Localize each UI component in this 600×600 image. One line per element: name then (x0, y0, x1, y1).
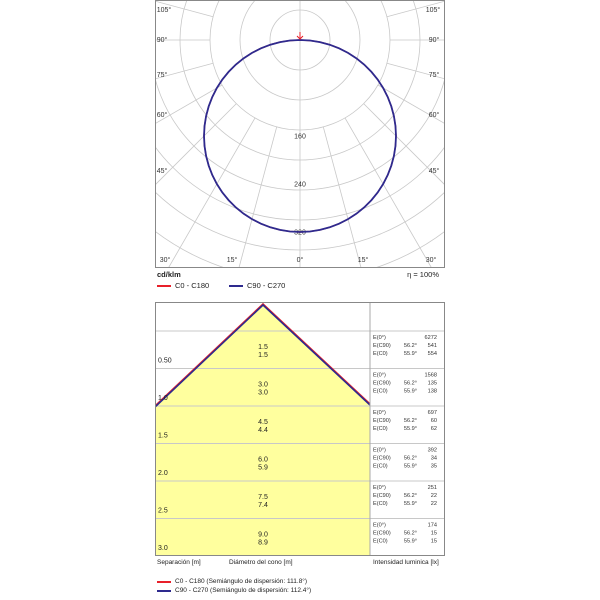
unit-label: cd/klm (157, 270, 181, 279)
row-distance: 2.5 (158, 507, 168, 515)
angle-tick-label: 0° (296, 257, 304, 264)
legend-label-c0: C0 - C180 (175, 281, 210, 290)
diameter-axis-label: Diámetro del cono [m] (229, 559, 293, 566)
cone-legend-item-c0 (157, 578, 307, 585)
e-angle: 56.2° (403, 343, 417, 349)
e-angle: 56.2° (403, 530, 417, 537)
legend-item-c90 (229, 281, 285, 290)
e-value: 22 (430, 501, 437, 507)
row-diameter-c90: 5.9 (258, 464, 268, 472)
row-diameter-c0: 9.0 (258, 531, 268, 539)
e-value: 174 (427, 522, 437, 529)
e-label: E(C90) (373, 418, 391, 424)
angle-tick-label: 90° (428, 37, 440, 44)
e-angle: 55.9° (403, 538, 417, 545)
e-value: 60 (430, 418, 437, 424)
e-value: 138 (427, 388, 437, 395)
e-label: E(0°) (373, 410, 386, 416)
e-value: 1568 (424, 372, 437, 379)
cone-axis-labels (155, 557, 445, 571)
row-diameter-c0: 6.0 (258, 456, 268, 464)
angle-tick-label: 30° (425, 257, 437, 264)
e-value: 251 (427, 485, 437, 491)
row-diameter-c0: 4.5 (258, 418, 268, 426)
row-distance: 1.0 (158, 395, 168, 402)
angle-tick-label: 105° (425, 7, 441, 14)
angle-tick-label: 45° (428, 168, 440, 175)
row-diameter-c0: 1.5 (258, 343, 268, 351)
row-distance: 2.0 (158, 470, 168, 477)
legend-swatch-c90 (229, 285, 243, 287)
legend-label-c90: C90 - C270 (247, 281, 286, 290)
row-distance: 3.0 (158, 545, 168, 552)
radial-tick-label: 240 (294, 181, 306, 189)
e-angle: 55.9° (403, 388, 417, 395)
e-value: 6272 (424, 335, 437, 341)
angle-tick-label: 105° (156, 7, 172, 14)
polar-legend (155, 270, 445, 292)
e-label: E(C0) (373, 463, 388, 470)
row-diameter-c0: 3.0 (258, 381, 268, 389)
angle-tick-label: 15° (226, 257, 238, 264)
e-value: 541 (427, 343, 437, 349)
radial-tick-label: 320 (294, 229, 306, 237)
e-label: E(0°) (373, 522, 386, 529)
row-distance: 0.50 (158, 357, 172, 365)
row-diameter-c0: 7.5 (258, 493, 268, 501)
cone-legend-label-c90: C90 - C270 (Semiángulo de dispersión: 112.4°) (175, 587, 312, 594)
e-angle: 55.9° (403, 463, 417, 470)
e-angle: 56.2° (403, 380, 417, 387)
e-angle: 55.9° (403, 426, 417, 432)
e-angle: 56.2° (403, 418, 417, 424)
e-label: E(C0) (373, 426, 388, 432)
e-label: E(0°) (373, 485, 386, 491)
e-value: 135 (427, 380, 437, 387)
angle-tick-label: 60° (156, 112, 168, 119)
polar-grid-spoke (225, 127, 276, 268)
row-diameter-c90: 4.4 (258, 426, 268, 434)
e-label: E(C90) (373, 530, 391, 537)
cone-diagram-panel (155, 302, 445, 556)
e-angle: 56.2° (403, 493, 417, 499)
e-label: E(C90) (373, 493, 391, 499)
polar-diagram-panel (155, 0, 445, 268)
e-value: 392 (427, 447, 437, 454)
legend-item-c0 (157, 281, 209, 290)
row-diameter-c90: 8.9 (258, 539, 268, 547)
angle-tick-label: 75° (156, 72, 168, 79)
angle-tick-label: 15° (357, 257, 369, 264)
e-label: E(C90) (373, 380, 391, 387)
e-label: E(C0) (373, 501, 388, 507)
row-diameter-c90: 3.0 (258, 389, 268, 397)
row-distance: 1.5 (158, 432, 168, 440)
lamp-centre-marker (297, 32, 303, 39)
e-label: E(C0) (373, 538, 388, 545)
e-value: 22 (430, 493, 437, 499)
cone-diagram (155, 302, 445, 556)
angle-tick-label: 75° (428, 72, 440, 79)
e-angle: 55.9° (403, 501, 417, 507)
angle-tick-label: 60° (428, 112, 440, 119)
cone-legend (155, 578, 445, 598)
e-angle: 56.2° (403, 455, 417, 462)
e-label: E(C0) (373, 351, 388, 357)
row-diameter-c90: 1.5 (258, 351, 268, 359)
e-value: 62 (430, 426, 437, 432)
e-value: 15 (430, 530, 437, 537)
e-label: E(C0) (373, 388, 388, 395)
intensity-axis-label: Intensidad luminica [lx] (373, 559, 439, 566)
cone-legend-swatch-c90 (157, 590, 171, 592)
legend-swatch-c0 (157, 285, 171, 287)
angle-tick-label: 30° (159, 257, 171, 264)
e-label: E(C90) (373, 343, 391, 349)
e-value: 554 (427, 351, 437, 357)
e-label: E(0°) (373, 335, 386, 341)
e-label: E(0°) (373, 447, 386, 454)
radial-tick-label: 160 (294, 133, 306, 141)
e-label: E(0°) (373, 372, 386, 379)
polar-diagram (155, 0, 445, 268)
row-diameter-c90: 7.4 (258, 501, 268, 509)
angle-tick-label: 45° (156, 168, 168, 175)
cone-legend-item-c90 (157, 587, 311, 594)
e-label: E(C90) (373, 455, 391, 462)
e-value: 34 (430, 455, 437, 462)
e-value: 697 (427, 410, 437, 416)
angle-tick-label: 90° (156, 37, 168, 44)
polar-grid-spoke (323, 127, 374, 268)
cone-legend-label-c0: C0 - C180 (Semiángulo de dispersión: 111.8°) (175, 578, 308, 585)
e-value: 35 (430, 463, 437, 470)
cone-legend-swatch-c0 (157, 581, 171, 583)
e-angle: 55.9° (403, 351, 417, 357)
efficiency-label: η = 100% (407, 270, 439, 279)
e-value: 15 (430, 538, 437, 545)
separation-axis-label: Separación [m] (157, 559, 201, 566)
